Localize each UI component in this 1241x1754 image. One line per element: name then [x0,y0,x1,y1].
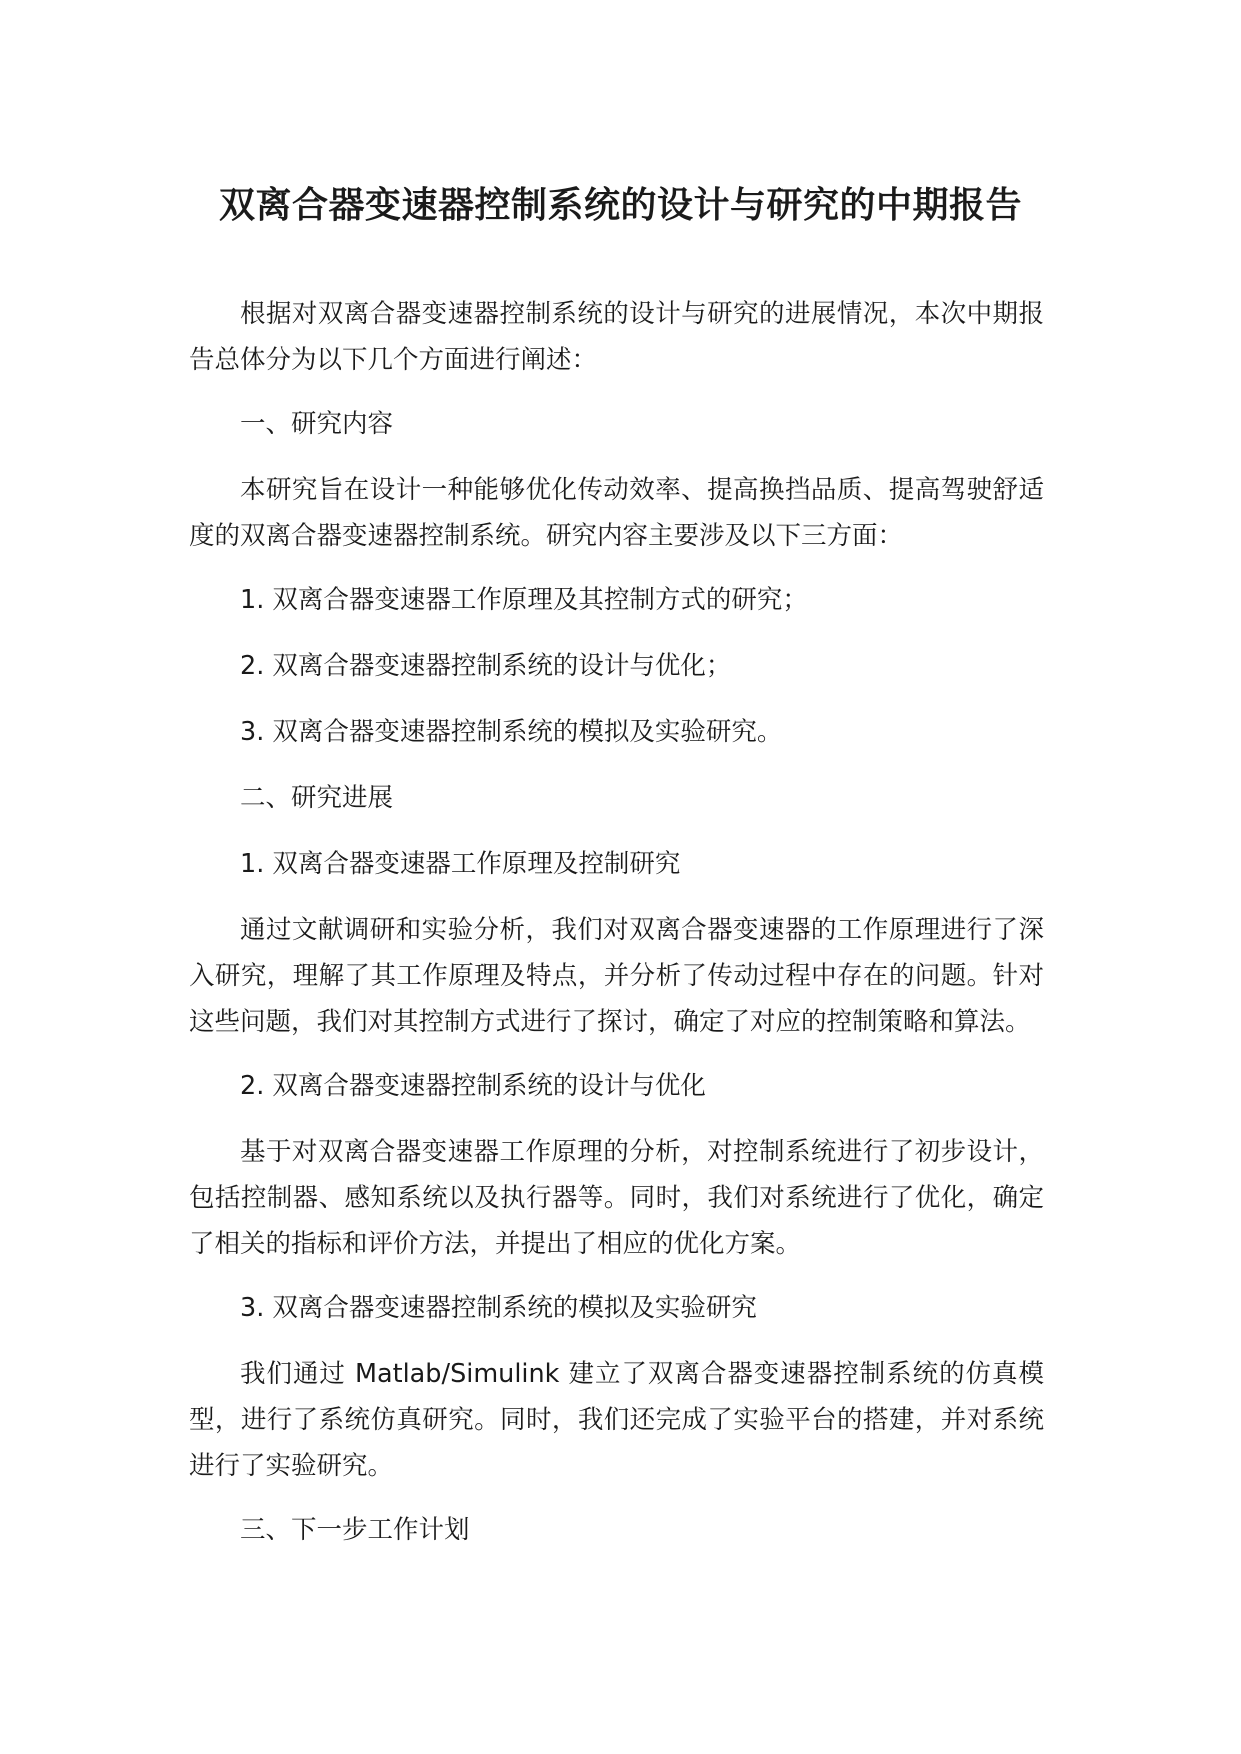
intro-paragraph: 根据对双离合器变速器控制系统的设计与研究的进展情况，本次中期报告总体分为以下几个方面进行阐述： [189,299,1044,375]
section-heading-research-progress: 二、研究进展 [240,783,394,813]
section-heading-research-content: 一、研究内容 [240,409,394,439]
research-content-item-1: 1. 双离合器变速器工作原理及其控制方式的研究； [240,585,808,615]
progress-paragraph-2: 基于对双离合器变速器工作原理的分析，对控制系统进行了初步设计，包括控制器、感知系统以及执行器等。同时，我们对系统进行了优化，确定了相关的指标和评价方法，并提出了相应的优化方案。 [189,1137,1044,1259]
progress-paragraph-1: 通过文献调研和实验分析，我们对双离合器变速器的工作原理进行了深入研究，理解了其工作原理及特点，并分析了传动过程中存在的问题。针对这些问题，我们对其控制方式进行了探讨，确定了对应的控制策略和算法。 [189,915,1044,1037]
progress-paragraph-3: 我们通过 Matlab/Simulink 建立了双离合器变速器控制系统的仿真模型，进行了系统仿真研究。同时，我们还完成了实验平台的搭建，并对系统进行了实验研究。 [189,1359,1044,1481]
research-content-paragraph: 本研究旨在设计一种能够优化传动效率、提高换挡品质、提高驾驶舒适度的双离合器变速器控制系统。研究内容主要涉及以下三方面： [189,475,1044,551]
progress-subheading-3: 3. 双离合器变速器控制系统的模拟及实验研究 [240,1293,757,1323]
document-body [189,291,1044,1573]
progress-subheading-1: 1. 双离合器变速器工作原理及控制研究 [240,849,681,879]
progress-subheading-2: 2. 双离合器变速器控制系统的设计与优化 [240,1071,706,1101]
document-title: 双离合器变速器控制系统的设计与研究的中期报告 [218,185,1022,226]
research-content-item-2: 2. 双离合器变速器控制系统的设计与优化； [240,651,732,681]
section-heading-next-steps: 三、下一步工作计划 [240,1515,470,1545]
research-content-item-3: 3. 双离合器变速器控制系统的模拟及实验研究。 [240,717,783,747]
